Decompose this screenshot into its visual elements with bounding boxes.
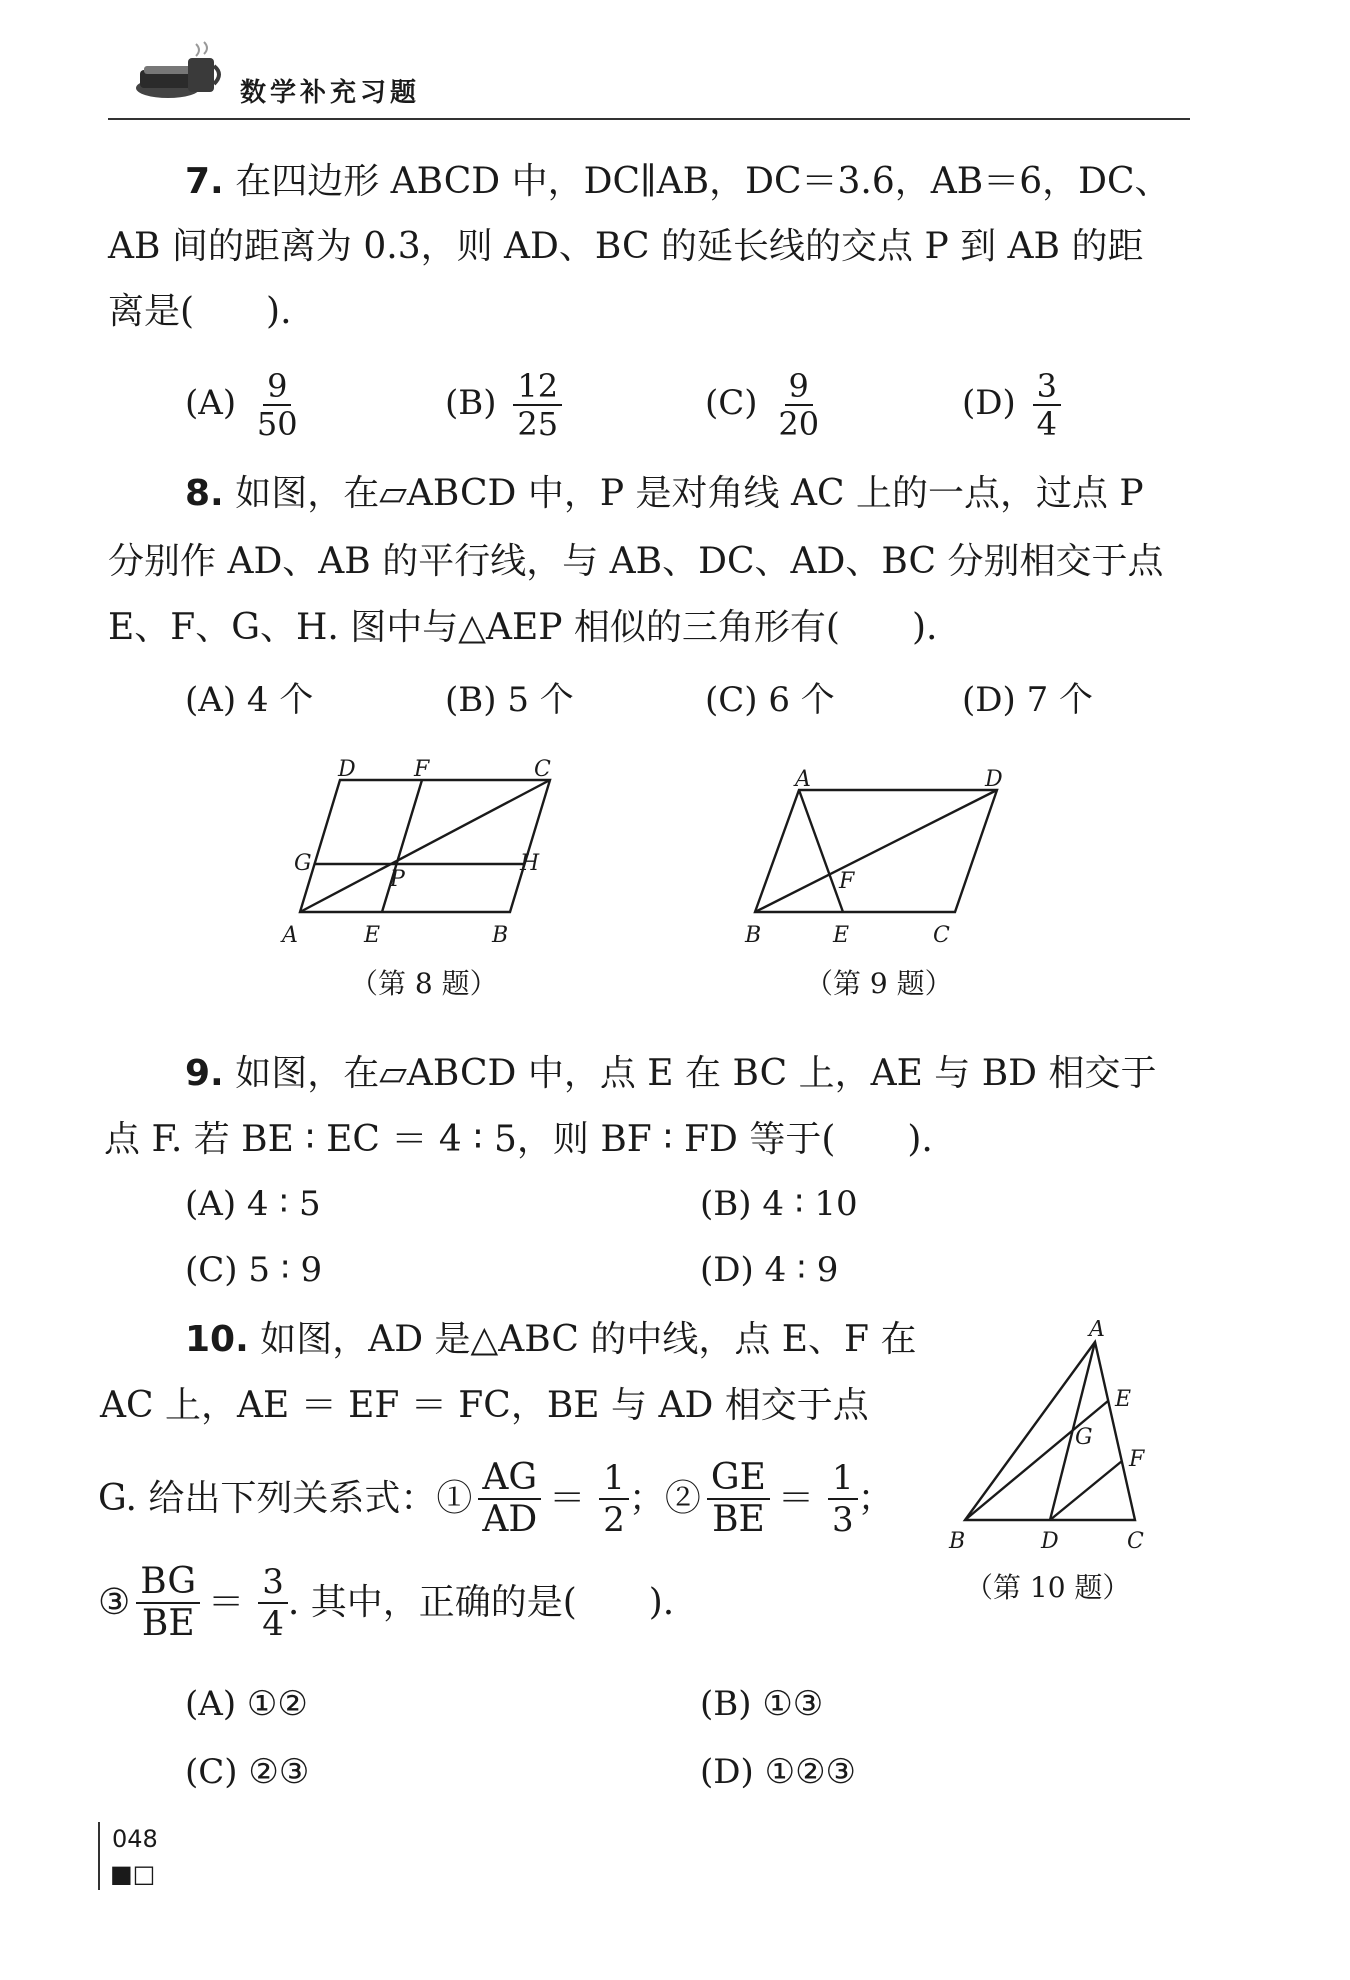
fig10-label-d: D [1041, 1529, 1059, 1554]
q10-line1 [185, 1318, 916, 1362]
q8-line3: E、F、G、H. 图中与△AEP 相似的三角形有( ). [108, 607, 938, 648]
q9-line2: 点 F. 若 BE ∶ EC ＝ 4 ∶ 5，则 BF ∶ FD 等于( ). [104, 1119, 933, 1160]
footer-marker: ■□ [110, 1860, 156, 1888]
fig10-label-c: C [1127, 1529, 1144, 1554]
fig8-label-f: F [414, 757, 430, 782]
fig10-label-a: A [1089, 1320, 1105, 1342]
page-number: 048 [112, 1825, 158, 1853]
fig8-label-e: E [364, 923, 381, 948]
q10-number: 10. [185, 1319, 249, 1360]
fig8-label-b: B [492, 923, 509, 948]
fig8-label-c: C [534, 757, 551, 782]
q10-line2: AC 上，AE ＝ EF ＝ FC，BE 与 AD 相交于点 [100, 1385, 869, 1426]
q7-line2: AB 间的距离为 0.3，则 AD、BC 的延长线的交点 P 到 AB 的距 [108, 226, 1144, 267]
fig10-label-b: B [949, 1529, 966, 1554]
q10-option-d[interactable]: (D) ①②③ [700, 1752, 857, 1792]
fig10-label-g: G [1075, 1425, 1093, 1450]
fig9-label-f: F [839, 869, 855, 894]
fig10-label-f: F [1129, 1447, 1145, 1472]
fig9-label-b: B [745, 923, 762, 948]
fig8-label-a: A [282, 923, 298, 948]
header-divider [108, 118, 1190, 120]
figure-9-caption: （第 9 题） [805, 967, 953, 1000]
fig10-line-be [965, 1401, 1108, 1520]
q8-option-b[interactable]: (B) 5 个 [445, 680, 574, 720]
fraction-one-third: $\frac{1}{3}$ [828, 1458, 858, 1540]
fraction-three-quarters: $\frac{3}{4}$ [258, 1562, 288, 1644]
q7-option-a[interactable]: (A) $\frac{9}{50}$ [185, 368, 302, 442]
fraction: $\frac{12}{25}$ [513, 368, 562, 442]
q8-text-1: 如图，在▱ABCD 中，P 是对角线 AC 上的一点，过点 P [235, 473, 1144, 514]
q7-line1 [185, 160, 1171, 204]
q10-option-b[interactable]: (B) ①③ [700, 1684, 824, 1724]
fig8-label-p: P [390, 867, 405, 892]
fig9-label-a: A [795, 767, 811, 792]
q10-text-1: 如图，AD 是△ABC 的中线，点 E、F 在 [260, 1319, 917, 1360]
fig10-triangle [965, 1342, 1135, 1520]
fig10-line-df [1050, 1461, 1122, 1520]
fig10-label-e: E [1115, 1387, 1132, 1412]
figure-8 [280, 752, 580, 956]
fig8-line-ef [382, 780, 422, 912]
fig9-line-ae [799, 790, 843, 912]
fig8-label-h: H [520, 851, 540, 876]
fraction: $\frac{3}{4}$ [1033, 368, 1061, 442]
header-title: 数学补充习题 [240, 78, 421, 108]
q9-option-a[interactable]: (A) 4 ∶ 5 [185, 1184, 321, 1224]
fig9-label-e: E [833, 923, 850, 948]
footer-bar [98, 1822, 100, 1890]
q10-option-c[interactable]: (C) ②③ [185, 1752, 310, 1792]
fig8-label-d: D [338, 757, 356, 782]
q10-line3: G. 给出下列关系式：① $\frac{AG}{AD}$ ＝ $\frac{1}{2}$ ；② $\frac{GE}{BE}$ ＝ $\frac{1}{3}$ ； [98, 1457, 894, 1540]
figure-9 [735, 762, 1025, 956]
q8-number: 8. [185, 473, 224, 514]
q9-number: 9. [185, 1053, 224, 1094]
figure-10 [945, 1320, 1165, 1564]
q9-line1 [185, 1052, 1157, 1096]
q8-option-c[interactable]: (C) 6 个 [705, 680, 835, 720]
q7-text-1: 在四边形 ABCD 中，DC∥AB，DC＝3.6，AB＝6，DC、 [235, 161, 1171, 202]
figure-10-caption: （第 10 题） [965, 1571, 1131, 1604]
q7-option-b[interactable]: (B) $\frac{12}{25}$ [445, 368, 562, 442]
q9-option-b[interactable]: (B) 4 ∶ 10 [700, 1184, 858, 1224]
fraction-ag-ad: $\frac{AG}{AD}$ [478, 1458, 541, 1540]
q9-option-d[interactable]: (D) 4 ∶ 9 [700, 1250, 839, 1290]
fraction-one-half: $\frac{1}{2}$ [599, 1458, 629, 1540]
fig8-label-g: G [294, 851, 312, 876]
book-and-cup-icon [132, 40, 224, 104]
q8-line1 [185, 472, 1144, 516]
q7-option-c[interactable]: (C) $\frac{9}{20}$ [705, 368, 823, 442]
fraction: $\frac{9}{50}$ [256, 367, 298, 443]
q8-option-a[interactable]: (A) 4 个 [185, 680, 314, 720]
fraction: $\frac{9}{20}$ [778, 367, 820, 443]
header-icon [132, 40, 224, 104]
q7-option-d[interactable]: (D) $\frac{3}{4}$ [962, 368, 1061, 442]
q10-option-a[interactable]: (A) ①② [185, 1684, 308, 1724]
q9-text-1: 如图，在▱ABCD 中，点 E 在 BC 上，AE 与 BD 相交于 [235, 1053, 1157, 1094]
q9-option-c[interactable]: (C) 5 ∶ 9 [185, 1250, 323, 1290]
q10-line4: ③ $\frac{BG}{BE}$ ＝ $\frac{3}{4}$ . 其中，正确的是( ). [98, 1561, 675, 1644]
figure-8-caption: （第 8 题） [350, 967, 498, 1000]
fraction-bg-be: $\frac{BG}{BE}$ [136, 1562, 200, 1644]
q8-line2: 分别作 AD、AB 的平行线，与 AB、DC、AD、BC 分别相交于点 [108, 541, 1164, 582]
q7-line3: 离是( ). [108, 291, 292, 332]
q8-option-d[interactable]: (D) 7 个 [962, 680, 1094, 720]
fig9-label-d: D [985, 767, 1003, 792]
q7-number: 7. [185, 161, 224, 202]
fig9-label-c: C [933, 923, 950, 948]
fig8-diagonal-ac [300, 780, 550, 912]
fraction-ge-be: $\frac{GE}{BE}$ [707, 1458, 770, 1540]
